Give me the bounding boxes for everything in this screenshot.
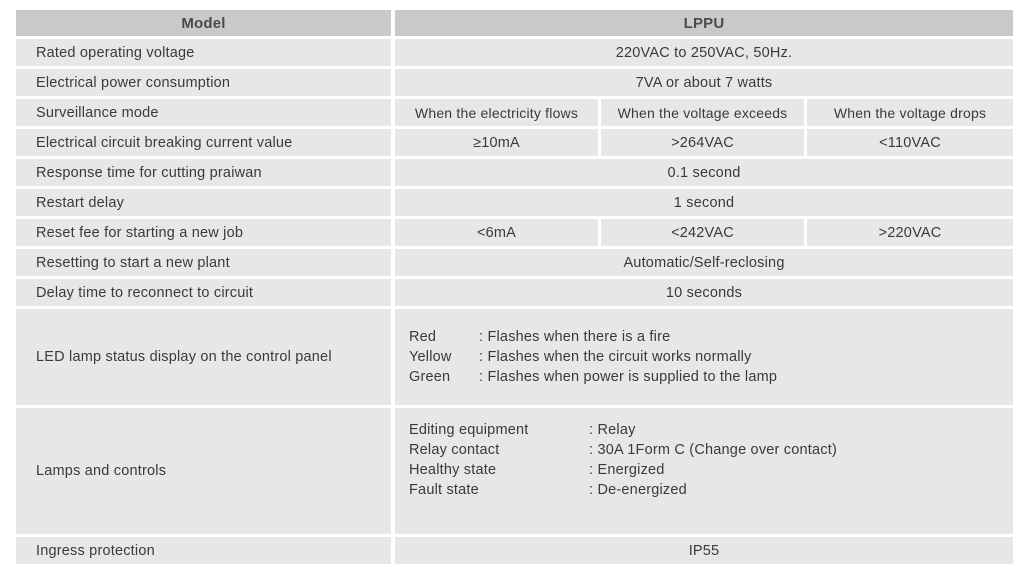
led-color: Green (409, 369, 451, 385)
row-value: ≥10mA (395, 129, 598, 156)
row-label: Ingress protection (16, 537, 391, 564)
led-color: Red (409, 329, 437, 345)
row-label: Response time for cutting praiwan (16, 159, 391, 186)
row-label: Restart delay (16, 189, 391, 216)
row-label: Electrical power consumption (16, 69, 391, 96)
table-row (16, 408, 1013, 534)
row-value: 7VA or about 7 watts (395, 69, 1013, 96)
table-row (16, 99, 1013, 126)
lamps-controls-list (395, 408, 1013, 534)
row-value: When the voltage drops (807, 99, 1013, 126)
list-item (409, 347, 1013, 367)
row-label: LED lamp status display on the control panel (16, 309, 391, 405)
table-row (16, 39, 1013, 66)
row-value: IP55 (395, 537, 1013, 564)
led-desc: : Flashes when power is supplied to the lamp (479, 369, 778, 385)
row-value: 1 second (395, 189, 1013, 216)
row-value: When the voltage exceeds (601, 99, 804, 126)
row-label: Surveillance mode (16, 99, 391, 126)
row-label: Lamps and controls (16, 408, 391, 534)
led-color: Yellow (409, 349, 452, 365)
row-value: 0.1 second (395, 159, 1013, 186)
item-key: Healthy state (409, 462, 497, 478)
spec-table (16, 7, 1013, 567)
row-value: >264VAC (601, 129, 804, 156)
row-label: Delay time to reconnect to circuit (16, 279, 391, 306)
row-label: Reset fee for starting a new job (16, 219, 391, 246)
list-item (409, 420, 1013, 440)
list-item (409, 480, 1013, 500)
model-value: LPPU (395, 10, 1013, 36)
table-row (16, 69, 1013, 96)
table-row (16, 159, 1013, 186)
list-item (409, 440, 1013, 460)
model-label: Model (16, 10, 391, 36)
row-label: Resetting to start a new plant (16, 249, 391, 276)
row-value: >220VAC (807, 219, 1013, 246)
list-item (409, 327, 1013, 347)
row-value: <110VAC (807, 129, 1013, 156)
row-value: <242VAC (601, 219, 804, 246)
led-desc: : Flashes when there is a fire (479, 329, 671, 345)
item-value: : 30A 1Form C (Change over contact) (589, 442, 837, 458)
led-status-list (395, 309, 1013, 405)
header-row (16, 10, 1013, 36)
item-value: : Relay (589, 422, 636, 438)
row-value: 10 seconds (395, 279, 1013, 306)
row-label: Electrical circuit breaking current value (16, 129, 391, 156)
table-row (16, 129, 1013, 156)
table-row (16, 219, 1013, 246)
row-label: Rated operating voltage (16, 39, 391, 66)
table-row (16, 279, 1013, 306)
list-item (409, 367, 1013, 387)
item-value: : Energized (589, 462, 665, 478)
led-desc: : Flashes when the circuit works normally (479, 349, 752, 365)
list-item (409, 460, 1013, 480)
row-value: When the electricity flows (395, 99, 598, 126)
item-key: Editing equipment (409, 422, 529, 438)
row-value: Automatic/Self-reclosing (395, 249, 1013, 276)
row-value: <6mA (395, 219, 598, 246)
row-value: 220VAC to 250VAC, 50Hz. (395, 39, 1013, 66)
table-row (16, 249, 1013, 276)
table-row (16, 309, 1013, 405)
table-row (16, 189, 1013, 216)
table-row (16, 537, 1013, 564)
item-key: Fault state (409, 482, 479, 498)
item-key: Relay contact (409, 442, 500, 458)
item-value: : De-energized (589, 482, 687, 498)
